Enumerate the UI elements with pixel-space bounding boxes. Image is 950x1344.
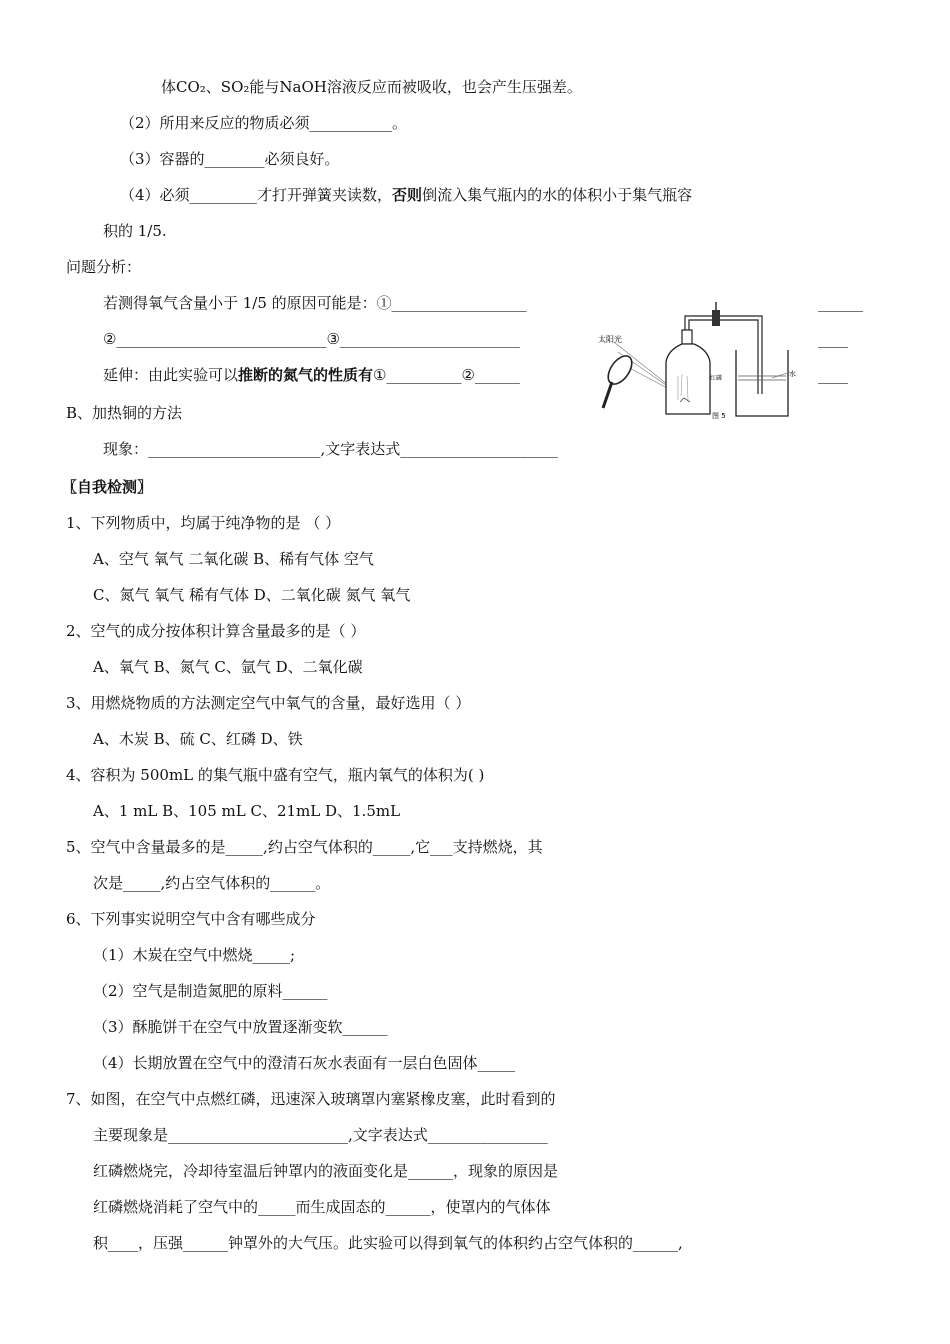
intro-line-2: （2）所用来反应的物质必须___________。 [120,114,408,132]
self-test-title: 〖自我检测〗 [62,478,153,496]
copper-method-line: 现象：_______________________,文字表达式_____________________ [103,440,558,458]
analysis-extension [103,365,520,385]
q3-options: A、木炭 B、硫 C、红磷 D、铁 [93,730,303,748]
analysis-extension-a: 延伸：由此实验可以 [103,366,239,384]
q2-stem: 2、空气的成分按体积计算含量最多的是（ ） [66,622,366,640]
intro-line-3: （3）容器的________必须良好。 [120,150,340,168]
spring-clamp-icon [712,302,720,326]
q1-options-ab: A、空气 氧气 二氧化碳 B、稀有气体 空气 [93,550,374,568]
intro-line-4 [120,185,692,205]
q4-options: A、1 mL B、105 mL C、21mL D、1.5mL [93,802,401,820]
water-beaker [736,350,790,416]
sun-label: 太阳光 [598,335,622,344]
q2-options: A、氧气 B、氮气 C、氩气 D、二氧化碳 [93,658,363,676]
analysis-question-2: ②____________________________③________________________ [103,330,520,348]
q6-item-1: （1）木炭在空气中燃烧_____; [93,946,296,964]
analysis-question-1: 若测得氧气含量小于 1/5 的原因可能是：①__________________ [103,294,527,312]
water-label: 水 [789,370,796,378]
intro-line-1: 体CO₂、SO₂能与NaOH溶液反应而被吸收，也会产生压强差。 [161,78,582,96]
q7-line-2: 主要现象是________________________,文字表达式________________ [93,1126,548,1144]
figure-caption: 图 5 [712,412,726,420]
q6-stem: 6、下列事实说明空气中含有哪些成分 [66,910,316,928]
intro-line-4-bold: 否则 [392,186,423,204]
analysis-extension-c: ①__________②______ [373,366,520,384]
q6-item-2: （2）空气是制造氮肥的原料______ [93,982,328,1000]
q5-line-1: 5、空气中含量最多的是_____,约占空气体积的_____,它___支持燃烧，其 [66,838,543,856]
experiment-apparatus-figure [598,296,798,422]
answer-blank-tail-1: ______ [818,294,863,312]
intro-line-5: 积的 1/5. [103,222,167,240]
q3-stem: 3、用燃烧物质的方法测定空气中氧气的含量，最好选用（ ） [66,694,471,712]
q7-line-1: 7、如图，在空气中点燃红磷，迅速深入玻璃罩内塞紧橡皮塞，此时看到的 [66,1090,556,1108]
intro-line-4-c: 倒流入集气瓶内的水的体积小于集气瓶容 [422,186,693,204]
q1-options-cd: C、氮气 氧气 稀有气体 D、二氧化碳 氮气 氧气 [93,586,411,604]
q7-line-4: 红磷燃烧消耗了空气中的_____而生成固态的______，使罩内的气体体 [93,1198,551,1216]
q7-line-5: 积____，压强______钟罩外的大气压。此实验可以得到氧气的体积约占空气体积的______, [93,1234,683,1252]
q4-stem: 4、容积为 500mL 的集气瓶中盛有空气，瓶内氧气的体积为( ) [66,766,485,784]
copper-method-title: B、加热铜的方法 [66,404,183,422]
q6-item-3: （3）酥脆饼干在空气中放置逐渐变软______ [93,1018,388,1036]
magnifier-icon [603,352,637,408]
intro-line-4-a: （4）必须_________才打开弹簧夹读数， [120,186,393,204]
analysis-title: 问题分析： [66,258,142,276]
q6-item-4: （4）长期放置在空气中的澄清石灰水表面有一层白色固体_____ [93,1054,516,1072]
gas-bottle [666,330,710,414]
q1-stem: 1、下列物质中，均属于纯净物的是 （ ） [66,514,341,532]
q7-line-3: 红磷燃烧完，冷却待室温后钟罩内的液面变化是______，现象的原因是 [93,1162,559,1180]
answer-blank-tail-3: ____ [818,366,848,384]
red-phosphorus-label: 红磷 [710,375,723,382]
q5-line-2: 次是_____,约占空气体积的______。 [93,874,331,892]
analysis-extension-bold: 推断的氮气的性质有 [238,366,374,384]
answer-blank-tail-2: ____ [818,330,848,348]
